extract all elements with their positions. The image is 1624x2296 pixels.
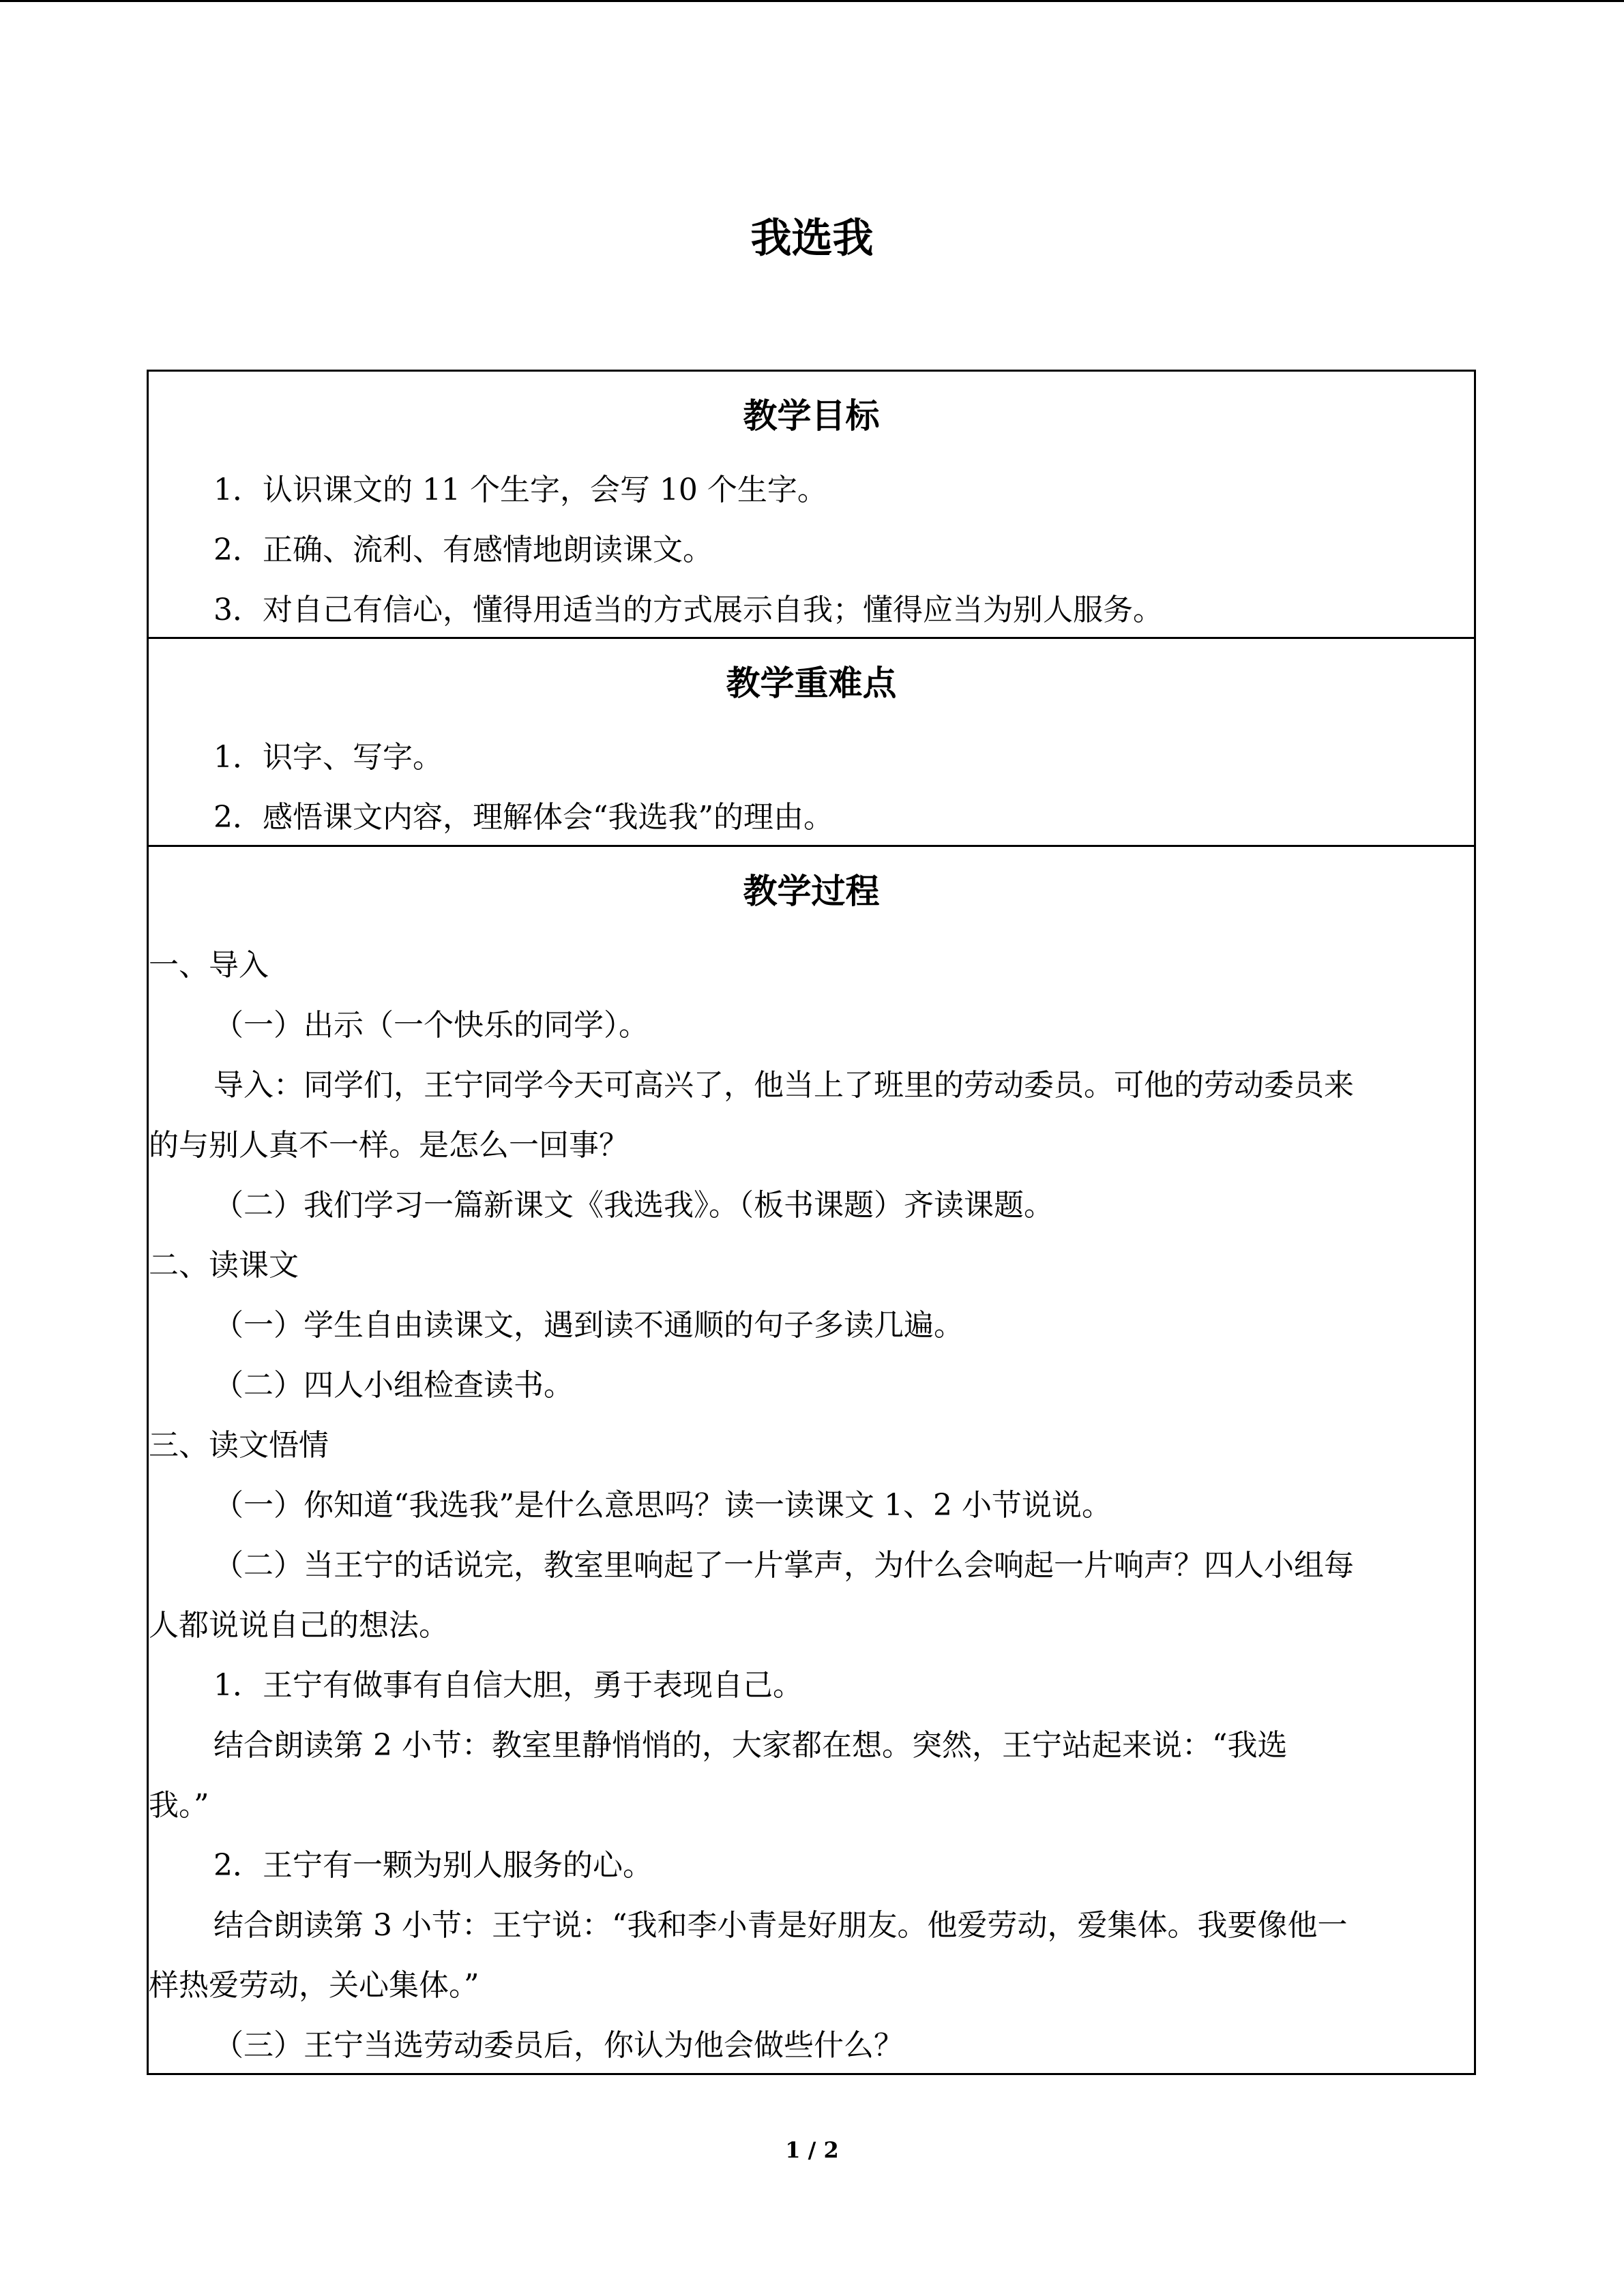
teaching-goals-section xyxy=(147,370,1476,639)
process-line: 结合朗读第 2 小节：教室里静悄悄的，大家都在想。突然，王宁站起来说：“我选 xyxy=(213,1728,1288,1763)
key-point-item: 1．识字、写字。 xyxy=(213,740,443,775)
teaching-process-section xyxy=(147,845,1476,2075)
top-border xyxy=(0,0,1624,2)
process-section-title: 二、读课文 xyxy=(149,1248,299,1283)
process-section-title: 三、读文悟情 xyxy=(149,1428,329,1463)
page-number: 1 / 2 xyxy=(785,2137,839,2163)
process-line: （二）当王宁的话说完，教室里响起了一片掌声，为什么会响起一片响声？四人小组每 xyxy=(213,1548,1354,1583)
goal-item: 1．认识课文的 11 个生字，会写 10 个生字。 xyxy=(213,473,827,507)
key-points-section xyxy=(147,637,1476,847)
process-line: 我。” xyxy=(149,1788,209,1823)
process-line: （一）学生自由读课文，遇到读不通顺的句子多读几遍。 xyxy=(213,1308,964,1343)
document-title: 我选我 xyxy=(750,215,874,263)
process-line: （二）四人小组检查读书。 xyxy=(213,1368,574,1403)
process-line: 的与别人真不一样。是怎么一回事？ xyxy=(149,1128,629,1163)
process-line: （一）你知道“我选我”是什么意思吗？读一读课文 1、2 小节说说。 xyxy=(213,1488,1112,1523)
process-line: 2．王宁有一颗为别人服务的心。 xyxy=(213,1848,653,1883)
process-line: 1．王宁有做事有自信大胆，勇于表现自己。 xyxy=(213,1668,803,1703)
teaching-goals-heading: 教学目标 xyxy=(743,396,880,436)
key-points-heading: 教学重难点 xyxy=(726,663,897,703)
process-line: （三）王宁当选劳动委员后，你认为他会做些什么？ xyxy=(213,2028,904,2063)
process-line: 人都说说自己的想法。 xyxy=(149,1608,449,1643)
process-line: 结合朗读第 3 小节：王宁说：“我和李小青是好朋友。他爱劳动，爱集体。我要像他一 xyxy=(213,1908,1348,1943)
goal-item: 3．对自己有信心，懂得用适当的方式展示自我；懂得应当为别人服务。 xyxy=(213,593,1163,627)
key-point-item: 2．感悟课文内容，理解体会“我选我”的理由。 xyxy=(213,800,833,835)
process-section-title: 一、导入 xyxy=(149,948,269,983)
process-line: （一）出示（一个快乐的同学）。 xyxy=(213,1008,649,1043)
teaching-process-heading: 教学过程 xyxy=(743,871,880,911)
process-line: 样热爱劳动，关心集体。” xyxy=(149,1968,479,2003)
process-line: （二）我们学习一篇新课文《我选我》。（板书课题）齐读课题。 xyxy=(213,1188,1054,1223)
goal-item: 2．正确、流利、有感情地朗读课文。 xyxy=(213,533,713,567)
process-line: 导入：同学们，王宁同学今天可高兴了，他当上了班里的劳动委员。可他的劳动委员来 xyxy=(213,1068,1354,1103)
